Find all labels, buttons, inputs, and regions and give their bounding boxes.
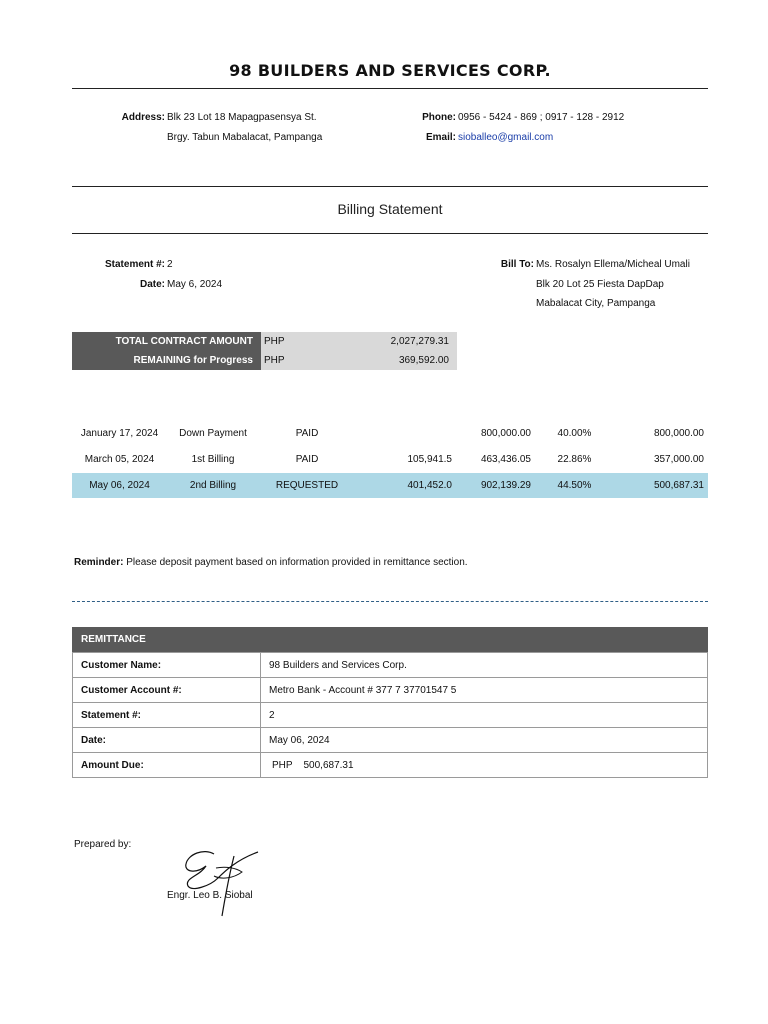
address-label: Address: xyxy=(121,112,165,123)
remittance-table xyxy=(72,652,708,778)
remittance-value: PHP 500,687.31 xyxy=(261,753,708,778)
bill-to-address-1: Blk 20 Lot 25 Fiesta DapDap xyxy=(536,279,664,290)
cut-line xyxy=(72,601,708,602)
total-contract-row xyxy=(72,332,457,351)
billing-row xyxy=(72,421,708,446)
table-row xyxy=(73,753,708,778)
billing-net: 357,000.00 xyxy=(653,454,704,465)
remittance-label: Amount Due: xyxy=(73,753,261,778)
remittance-label: Customer Name: xyxy=(73,653,261,678)
billing-percent: 22.86% xyxy=(557,454,592,465)
reminder xyxy=(74,557,468,568)
prepared-by-label: Prepared by: xyxy=(74,839,132,850)
total-contract-label: TOTAL CONTRACT AMOUNT xyxy=(72,332,261,351)
address-line-2: Brgy. Tabun Mabalacat, Pampanga xyxy=(167,132,323,143)
remittance-label: Date: xyxy=(73,728,261,753)
remittance-title: REMITTANCE xyxy=(72,627,708,652)
billing-status: PAID xyxy=(295,454,319,465)
billing-percent: 44.50% xyxy=(557,480,592,491)
statement-number-label: Statement #: xyxy=(104,259,165,270)
remittance-label: Customer Account #: xyxy=(73,678,261,703)
remittance-value: 98 Builders and Services Corp. xyxy=(261,653,708,678)
signature-graphic xyxy=(176,846,266,918)
billing-date: May 06, 2024 xyxy=(89,480,150,491)
billing-date: March 05, 2024 xyxy=(84,454,155,465)
billing-net: 800,000.00 xyxy=(653,428,704,439)
billing-date: January 17, 2024 xyxy=(80,428,159,439)
reminder-text: Please deposit payment based on information provided in remittance section. xyxy=(126,557,468,568)
remaining-amount: 369,592.00 xyxy=(321,351,457,370)
bill-to-address-2: Mabalacat City, Pampanga xyxy=(536,298,656,309)
remittance-section xyxy=(72,627,708,778)
billing-cumulative: 902,139.29 xyxy=(480,480,531,491)
remittance-value: Metro Bank - Account # 377 7 37701547 5 xyxy=(261,678,708,703)
table-row xyxy=(73,653,708,678)
phone-label: Phone: xyxy=(422,112,456,123)
billing-cumulative: 463,436.05 xyxy=(480,454,531,465)
billing-row-highlighted xyxy=(72,473,708,498)
table-row xyxy=(73,728,708,753)
billing-percent: 40.00% xyxy=(557,428,592,439)
header-divider xyxy=(72,88,708,89)
email-label: Email: xyxy=(425,132,456,143)
reminder-label: Reminder: xyxy=(74,557,124,568)
billing-description: Down Payment xyxy=(179,428,247,439)
table-row xyxy=(73,703,708,728)
remittance-label: Statement #: xyxy=(73,703,261,728)
billing-amount: 105,941.5 xyxy=(407,454,452,465)
statement-date-label: Date: xyxy=(139,279,165,290)
total-contract-amount: 2,027,279.31 xyxy=(321,332,457,351)
title-divider-bottom xyxy=(72,233,708,234)
billing-row xyxy=(72,447,708,472)
signatory-name: Engr. Leo B. Siobal xyxy=(167,890,253,901)
billing-description: 2nd Billing xyxy=(189,480,237,491)
statement-number: 2 xyxy=(167,259,173,270)
title-divider-top xyxy=(72,186,708,187)
billing-status: PAID xyxy=(295,428,319,439)
remaining-row xyxy=(72,351,457,370)
bill-to-name: Ms. Rosalyn Ellema/Micheal Umali xyxy=(536,259,690,270)
billing-net: 500,687.31 xyxy=(653,480,704,491)
billing-cumulative: 800,000.00 xyxy=(480,428,531,439)
remaining-label: REMAINING for Progress xyxy=(72,351,261,370)
billing-status: REQUESTED xyxy=(275,480,339,491)
company-name: 98 BUILDERS AND SERVICES CORP. xyxy=(229,61,551,80)
remaining-currency: PHP xyxy=(261,351,321,370)
remittance-value: 2 xyxy=(261,703,708,728)
document-title: Billing Statement xyxy=(337,201,443,217)
statement-date: May 6, 2024 xyxy=(167,279,223,290)
remittance-value: May 06, 2024 xyxy=(261,728,708,753)
email-link[interactable]: sioballeo@gmail.com xyxy=(458,132,554,143)
address-line-1: Blk 23 Lot 18 Mapagpasensya St. xyxy=(167,112,317,123)
billing-description: 1st Billing xyxy=(191,454,235,465)
total-contract-currency: PHP xyxy=(261,332,321,351)
bill-to-label: Bill To: xyxy=(500,259,534,270)
table-row xyxy=(73,678,708,703)
billing-amount: 401,452.0 xyxy=(407,480,452,491)
phone-number: 0956 - 5424 - 869 ; 0917 - 128 - 2912 xyxy=(458,112,625,123)
